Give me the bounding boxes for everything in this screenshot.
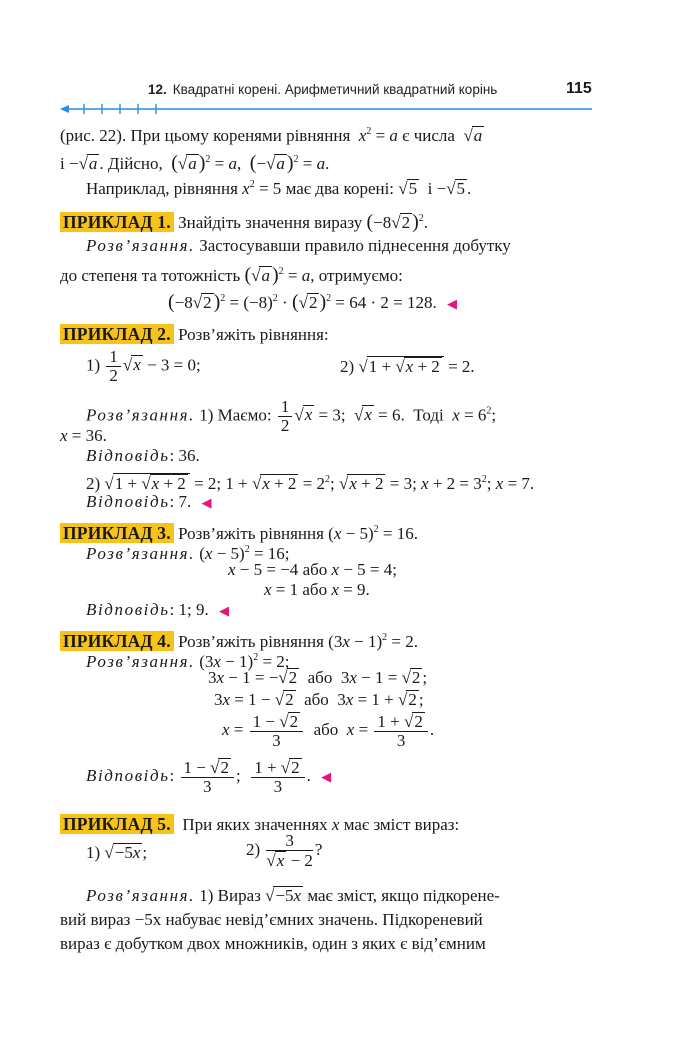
running-header xyxy=(148,82,497,97)
example-badge: ПРИКЛАД 3. xyxy=(60,523,174,543)
text-line: Розв’язання. $(x - 5)^2 = 16$; xyxy=(86,544,290,563)
text-line: до степеня та тотожність (√a )$^2$ = a, отримуємо: xyxy=(60,264,403,286)
formula-line: 2) √1 + √x + 2 = 2. xyxy=(340,357,475,376)
text-line: Розв’язання. 1) Маємо: $\frac{1}{2}$ √x = 3; √x = 6. Тоді $x = 6^2$; xyxy=(86,397,497,435)
text-line: вий вираз −5x набуває невід’ємних значень. Підкореневий xyxy=(60,910,483,929)
example-3-heading: ПРИКЛАД 3. Розв’яжіть рівняння $(x - 5)^2 = 16$. xyxy=(60,520,418,544)
text-line: x = 36. xyxy=(60,426,107,445)
text-line: Розв’язання. Застосувавши правило піднесення добутку xyxy=(86,236,511,255)
formula-line: 3x = 1 − √2 або 3x = 1 + √2 ; xyxy=(214,690,424,709)
section-number: 12. xyxy=(148,82,167,97)
formula-line: x − 5 = −4 або x − 5 = 4; xyxy=(228,560,397,579)
end-marker-icon: ◀ xyxy=(321,768,332,784)
text-line: Розв’язання. $(3x - 1)^2 = 2$; xyxy=(86,652,290,671)
text-line: Наприклад, рівняння $x^2 = 5$ має два корені: √5 і −√5 . xyxy=(86,179,472,198)
answer-line: Відповідь: $\frac{1 - √2}{3}$ ; $\frac{1 + √2}{3}$ . ◀ xyxy=(86,758,332,796)
page-number: 115 xyxy=(566,80,592,97)
example-badge: ПРИКЛАД 5. xyxy=(60,814,174,834)
header-rule xyxy=(60,104,592,114)
formula-line: x = $\frac{1 - √2}{3}$ або x = $\frac{1 + √2}{3}$ . xyxy=(222,712,435,750)
formula-line: 1) √−5x ; xyxy=(86,843,148,862)
formula-line: x = 1 або x = 9. xyxy=(264,580,370,599)
example-1-heading: ПРИКЛАД 1. Знайдіть значення виразу (−8√2 )$^2$. xyxy=(60,209,428,233)
example-4-heading: ПРИКЛАД 4. Розв’яжіть рівняння $(3x - 1)^2 = 2$. xyxy=(60,628,418,652)
text-line: вираз є добутком двох множників, один з яких є від’ємним xyxy=(60,934,486,953)
example-badge: ПРИКЛАД 1. xyxy=(60,212,174,232)
answer-line: Відповідь: 36. xyxy=(86,446,200,465)
formula-line: 1) $\frac{1}{2}$ √x − 3 = 0; xyxy=(86,347,201,385)
answer-line: Відповідь: 1; 9. ◀ xyxy=(86,600,229,619)
end-marker-icon: ◀ xyxy=(446,296,457,311)
example-badge: ПРИКЛАД 4. xyxy=(60,631,174,651)
end-marker-icon: ◀ xyxy=(201,495,212,510)
text-line: і −√a . Дійсно, (√a )$^2$ = a, (−√a )$^2$ = a. xyxy=(60,152,330,174)
formula-line: 2) $\frac{3}{√x - 2}$ ? xyxy=(246,831,323,870)
end-marker-icon: ◀ xyxy=(219,603,229,618)
text-line: (рис. 22). При цьому коренями рівняння $x^2 = a$ є числа √a xyxy=(60,126,483,145)
example-5-heading: ПРИКЛАД 5. При яких значеннях x має зміст вираз: xyxy=(60,814,459,835)
example-badge: ПРИКЛАД 2. xyxy=(60,324,174,344)
answer-line: Відповідь: 7. ◀ xyxy=(86,492,212,511)
section-title: Квадратні корені. Арифметичний квадратний корінь xyxy=(172,82,498,97)
formula-line: 3x − 1 = −√2 або 3x − 1 = √2 ; xyxy=(208,668,428,687)
text-line: Розв’язання. 1) Вираз √−5x має зміст, якщо підкорене- xyxy=(86,886,500,905)
example-2-heading: ПРИКЛАД 2. Розв’яжіть рівняння: xyxy=(60,324,329,345)
formula-line: (−8√2 )$^2 = (-8)^2 \cdot (√2$ )$^2$ = 64 · 2 = 128. ◀ xyxy=(168,291,457,313)
formula-line: 2) √1 + √x + 2 = 2; $1 + √x + 2 = 2^2$; √x + 2 = 3; $x + 2 = 3^2$; x = 7. xyxy=(86,474,535,493)
